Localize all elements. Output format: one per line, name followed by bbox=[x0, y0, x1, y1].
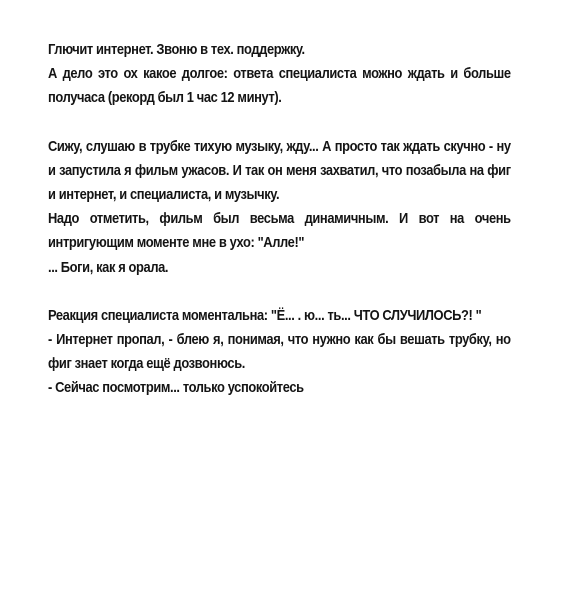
paragraph-gap bbox=[48, 280, 511, 304]
story-line-2: А дело это ох какое долгое: ответа специалиста можно ждать и больше получаса (рекорд был 1 час 12 минут). bbox=[48, 65, 511, 107]
story-line-7: - Интернет пропал, - блею я, понимая, что нужно как бы вешать трубку, но фиг знает когда ещё дозвонюсь. bbox=[48, 331, 511, 373]
story-line-3: Сижу, слушаю в трубке тихую музыку, жду... А просто так ждать скучно - ну и запустила я фильм ужасов. И так он меня захватил, что позабыла на фиг и интернет, и специалиста, и музычку. bbox=[48, 137, 511, 204]
story-text bbox=[48, 38, 511, 401]
story-line-4: Надо отметить, фильм был весьма динамичным. И вот на очень интригующим моменте мне в ухо: "Алле!" bbox=[48, 210, 511, 252]
story-line-1: Глючит интернет. Звоню в тех. поддержку. bbox=[48, 41, 305, 58]
paragraph-gap bbox=[48, 111, 511, 135]
story-line-6: Реакция специалиста моментальна: "Ё... . ю... ть... ЧТО СЛУЧИЛОСЬ?! " bbox=[48, 306, 482, 324]
story-line-8: - Сейчас посмотрим... только успокойтесь bbox=[48, 379, 304, 397]
story-line-5: ... Боги, как я орала. bbox=[48, 258, 169, 276]
